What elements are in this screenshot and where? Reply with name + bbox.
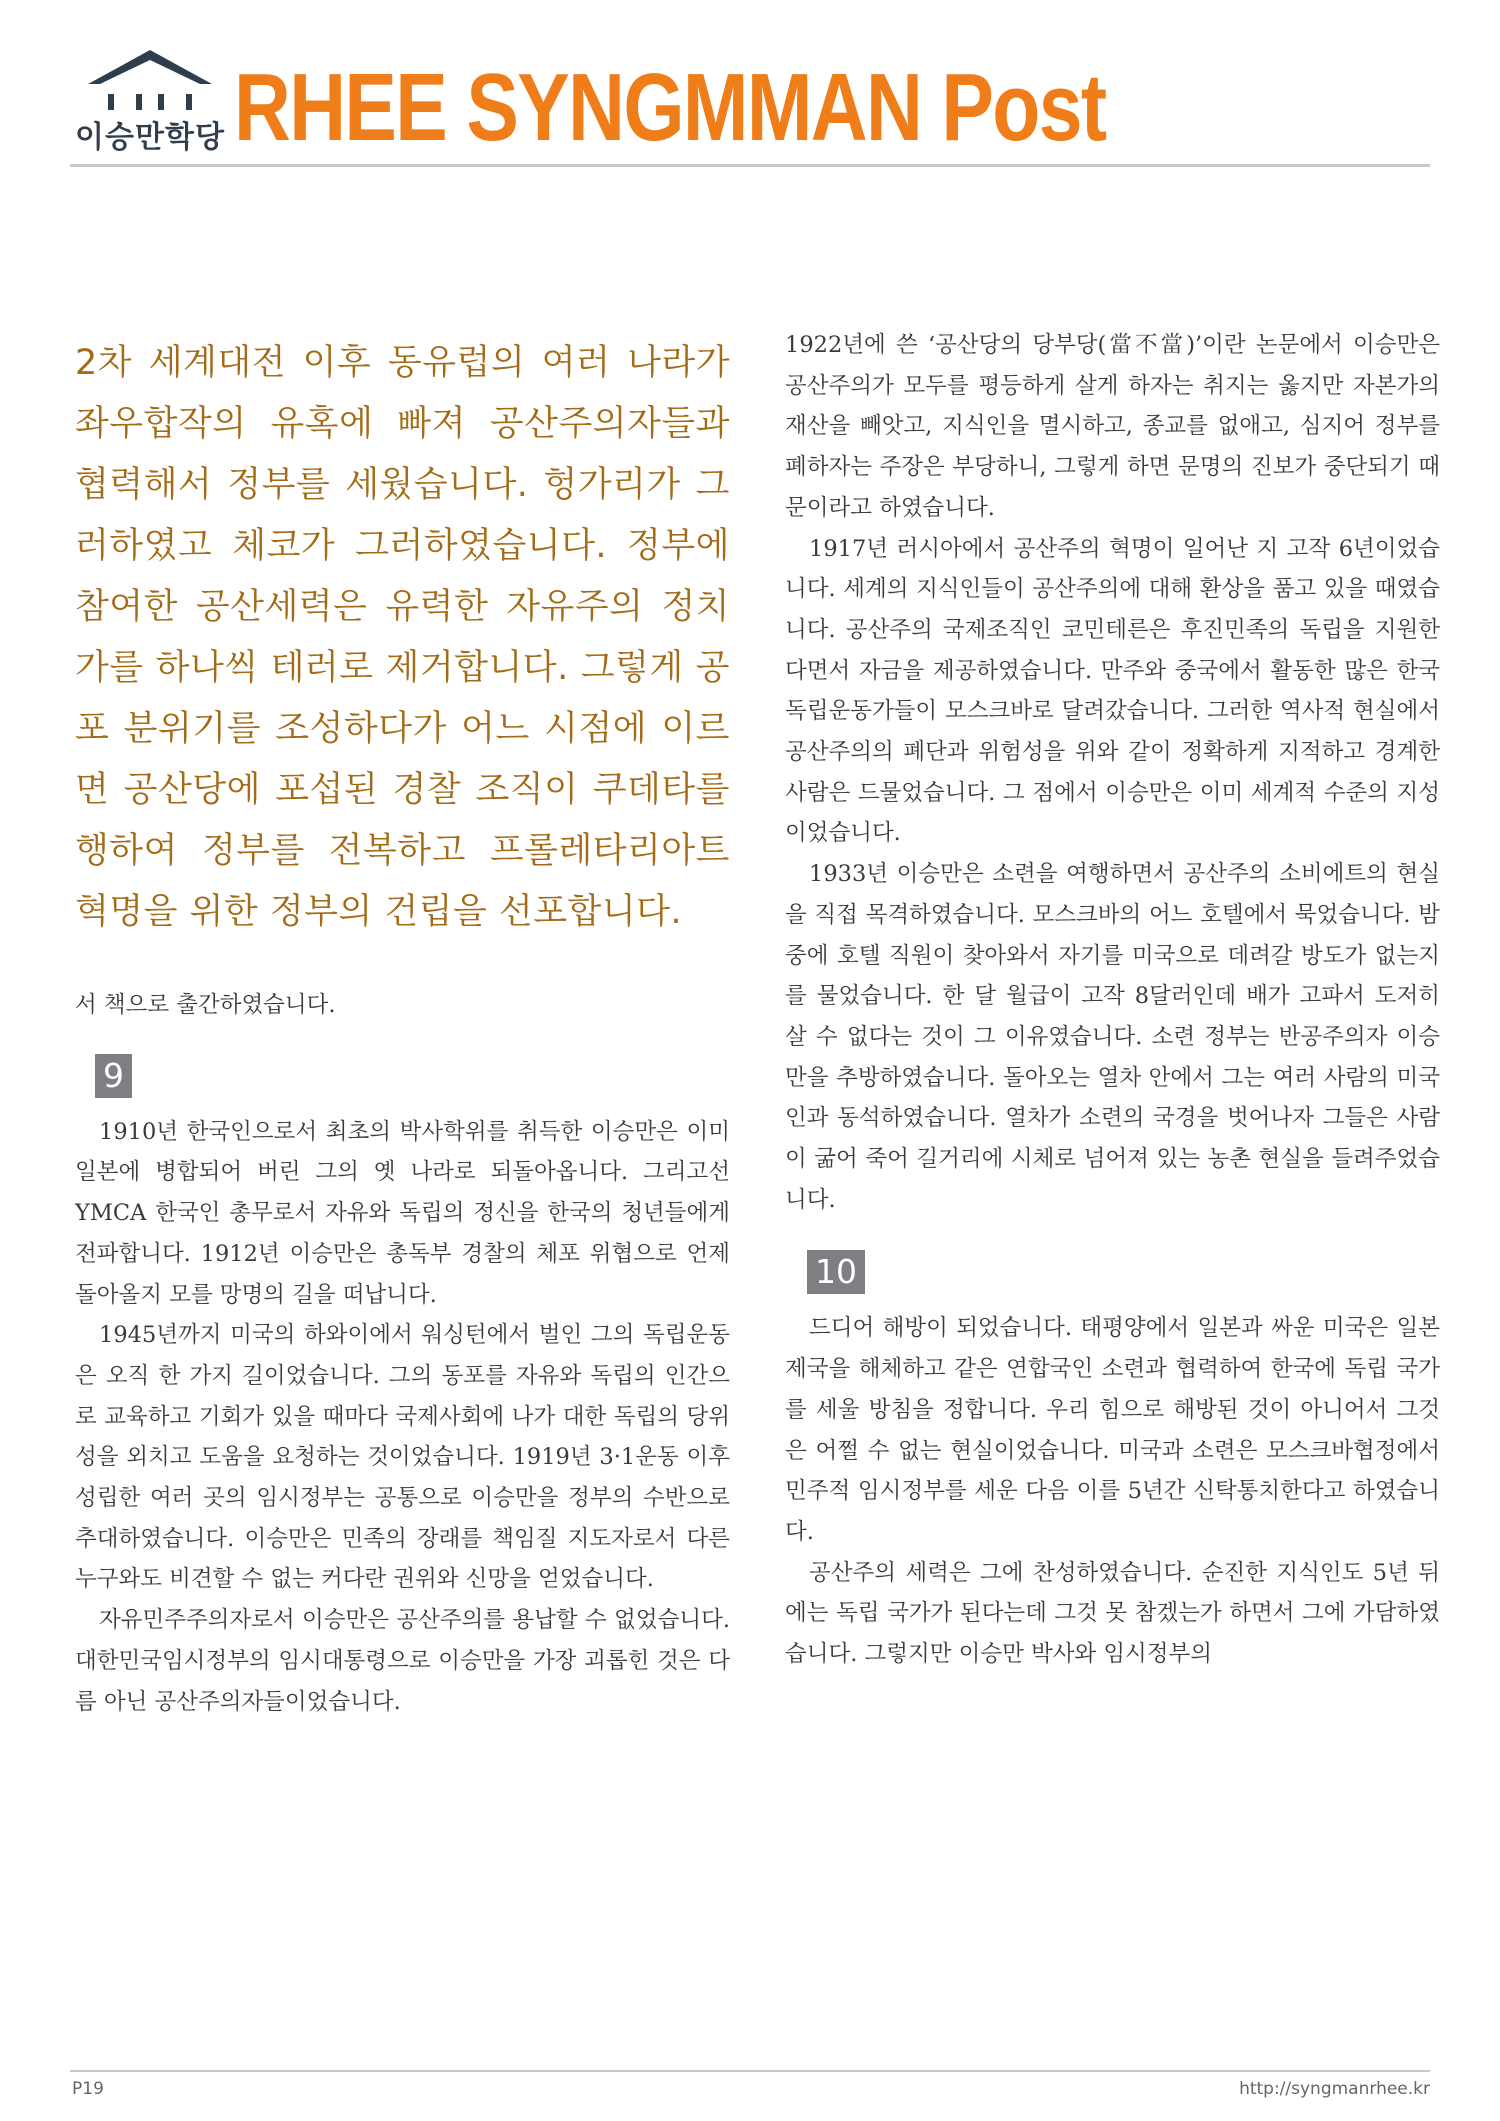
logo-text: 이승만학당 bbox=[75, 120, 225, 155]
site-url-link[interactable]: http://syngmanrhee.kr bbox=[1239, 2079, 1430, 2099]
page-header bbox=[70, 40, 1430, 170]
body-paragraph: 드디어 해방이 되었습니다. 태평양에서 일본과 싸운 미국은 일본제국을 해체하고 같은 연합국인 소련과 협력하여 한국에 독립 국가를 세울 방침을 정합니다. 우리 힘으로 해방된 것이 아니어서 그것은 어쩔 수 없는 현실이었습니다. 미국과 소련은 모스크바협정에서 민주적 임시정부를 세운 다음 이를 5년간 신탁통치한다고 하였습니다. bbox=[785, 1315, 1440, 1545]
footer-divider bbox=[70, 2070, 1430, 2072]
body-paragraph: 1922년에 쓴 ‘공산당의 당부당(當不當)’이란 논문에서 이승만은 공산주의가 모두를 평등하게 살게 하자는 취지는 옳지만 자본가의 재산을 빼앗고, 지식인을 멸시하고, 종교를 없애고, 심지어 정부를 폐하자는 주장은 부당하니, 그렇게 하면 문명의 진보가 중단되기 때문이라고 하였습니다. bbox=[785, 332, 1440, 521]
site-logo[interactable] bbox=[70, 40, 230, 160]
pull-quote: 2차 세계대전 이후 동유럽의 여러 나라가 좌우합작의 유혹에 빠져 공산주의자들과 협력해서 정부를 세웠습니다. 헝가리가 그러하였고 체코가 그러하였습니다. 정부에 참여한 공산세력은 유력한 자유주의 정치가를 하나씩 테러로 제거합니다. 그렇게 공포 분위기를 조성하다가 어느 시점에 이르면 공산당에 포섭된 경찰 조직이 쿠데타를 행하여 정부를 전복하고 프롤레타리아트 혁명을 위한 정부의 건립을 선포합니다. bbox=[75, 343, 730, 932]
header-divider bbox=[70, 164, 1430, 167]
continued-paragraph: 서 책으로 출간하였습니다. bbox=[75, 992, 336, 1018]
page-number: P19 bbox=[72, 2079, 104, 2099]
right-column bbox=[785, 325, 1440, 1675]
section-number-badge: 10 bbox=[807, 1250, 865, 1294]
body-paragraph: 1933년 이승만은 소련을 여행하면서 공산주의 소비에트의 현실을 직접 목격하였습니다. 모스크바의 어느 호텔에서 묵었습니다. 밤중에 호텔 직원이 찾아와서 자기를 미국으로 데려갈 방도가 없는지를 물었습니다. 한 달 월급이 고작 8달러인데 배가 고파서 도저히 살 수 없다는 것이 그 이유였습니다. 소련 정부는 반공주의자 이승만을 추방하였습니다. 돌아오는 열차 안에서 그는 여러 사람의 미국인과 동석하였습니다. 열차가 소련의 국경을 벗어나자 그들은 사람이 굶어 죽어 길거리에 시체로 넘어져 있는 농촌 현실을 들려주었습니다. bbox=[785, 861, 1440, 1213]
section-number-badge: 9 bbox=[95, 1054, 132, 1098]
body-paragraph: 공산주의 세력은 그에 찬성하였습니다. 순진한 지식인도 5년 뒤에는 독립 국가가 된다는데 그것 못 참겠는가 하면서 그에 가담하였습니다. 그렇지만 이승만 박사와 임시정부의 bbox=[785, 1559, 1440, 1668]
left-column bbox=[75, 325, 730, 1722]
house-icon bbox=[84, 48, 216, 114]
body-paragraph: 1945년까지 미국의 하와이에서 워싱턴에서 벌인 그의 독립운동은 오직 한 가지 길이었습니다. 그의 동포를 자유와 독립의 인간으로 교육하고 기회가 있을 때마다 국제사회에 나가 대한 독립의 당위성을 외치고 도움을 요청하는 것이었습니다. 1919년 3·1운동 이후 성립한 여러 곳의 임시정부는 공통으로 이승만을 정부의 수반으로 추대하였습니다. 이승만은 민족의 장래를 책임질 지도자로서 다른 누구와도 비견할 수 없는 커다란 권위와 신망을 얻었습니다. bbox=[75, 1322, 730, 1593]
masthead-title: RHEE SYNGMMAN Post bbox=[234, 54, 1106, 161]
body-paragraph: 1910년 한국인으로서 최초의 박사학위를 취득한 이승만은 이미 일본에 병합되어 버린 그의 옛 나라로 되돌아옵니다. 그리고선 YMCA 한국인 총무로서 자유와 독립의 정신을 한국의 청년들에게 전파합니다. 1912년 이승만은 총독부 경찰의 체포 위협으로 언제 돌아올지 모를 망명의 길을 떠납니다. bbox=[75, 1118, 730, 1308]
body-paragraph: 1917년 러시아에서 공산주의 혁명이 일어난 지 고작 6년이었습니다. 세계의 지식인들이 공산주의에 대해 환상을 품고 있을 때였습니다. 공산주의 국제조직인 코민테른은 후진민족의 독립을 지원한다면서 자금을 제공하였습니다. 만주와 중국에서 활동한 많은 한국 독립운동가들이 모스크바로 달려갔습니다. 그러한 역사적 현실에서 공산주의의 폐단과 위험성을 위와 같이 정확하게 지적하고 경계한 사람은 드물었습니다. 그 점에서 이승만은 이미 세계적 수준의 지성이었습니다. bbox=[785, 535, 1440, 847]
body-paragraph: 자유민주주의자로서 이승만은 공산주의를 용납할 수 없었습니다. 대한민국임시정부의 임시대통령으로 이승만을 가장 괴롭힌 것은 다름 아닌 공산주의자들이었습니다. bbox=[75, 1607, 730, 1715]
